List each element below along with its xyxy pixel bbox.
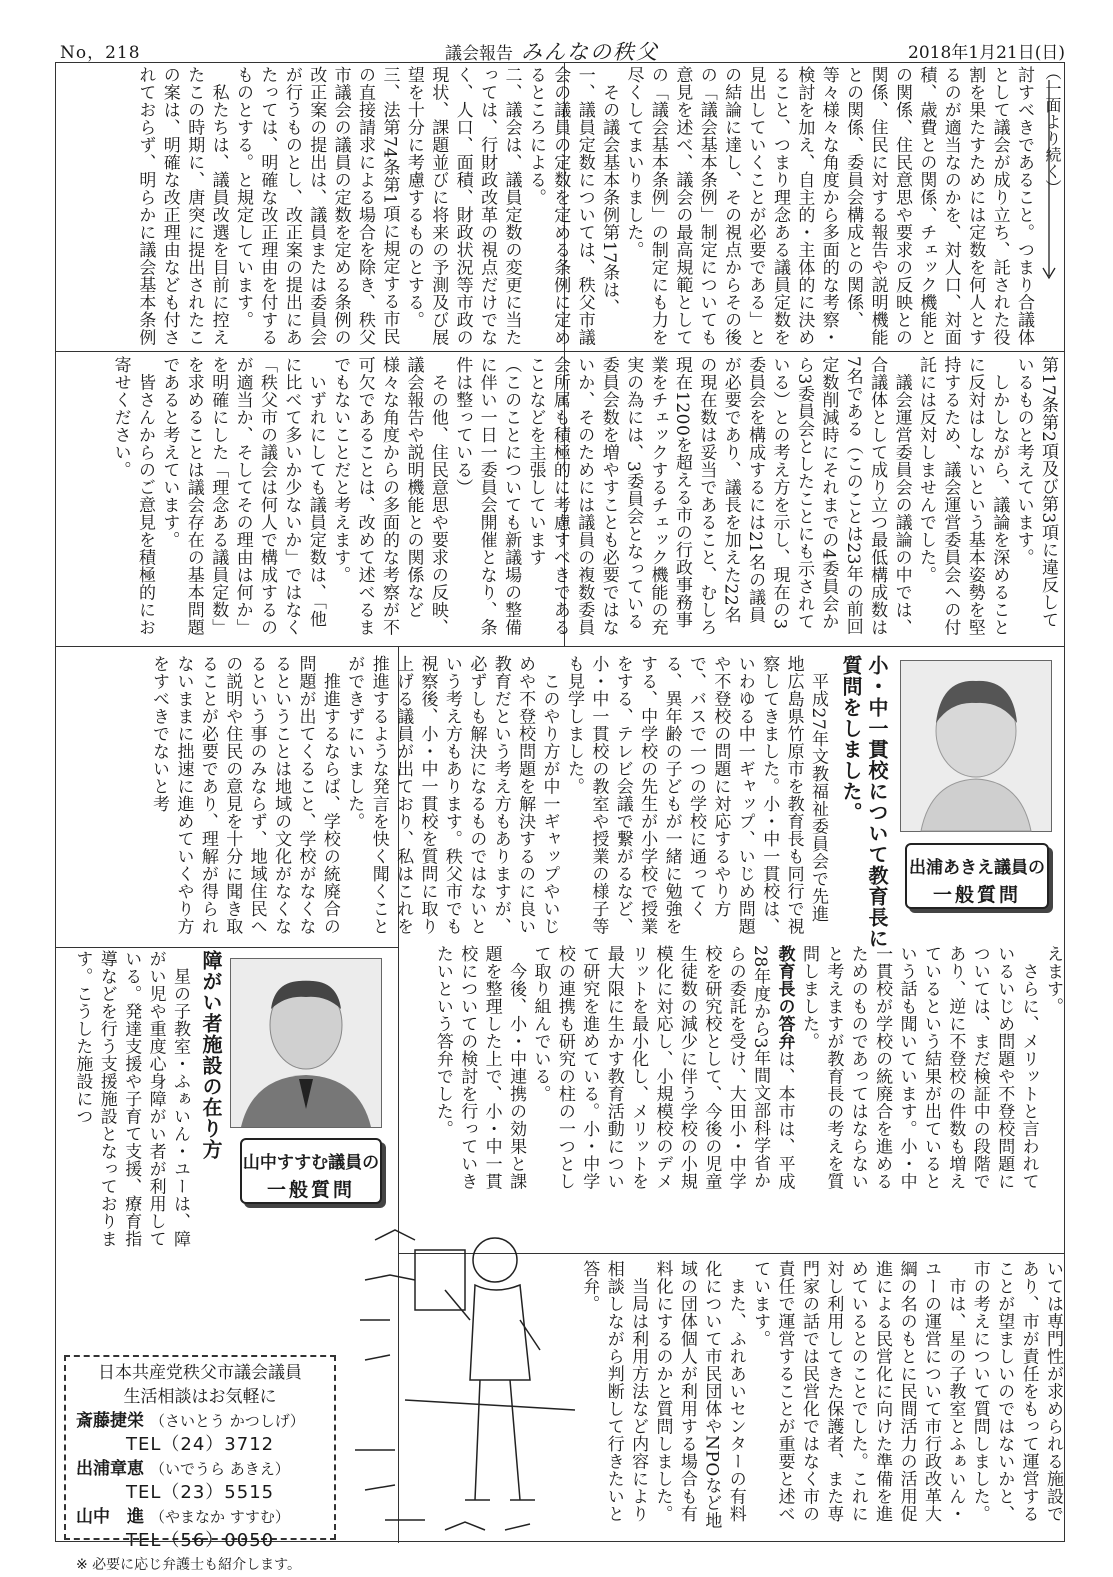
yamanaka-photo	[230, 958, 382, 1128]
member-reading: （やまなか すすむ）	[150, 1508, 290, 1526]
education-answer	[400, 945, 1065, 1195]
member-reading: （いでうら あきえ）	[150, 1460, 290, 1478]
education-answer-rest: は、本市は、平成28年度から3年間文部科学省からの委託を受け、大田小・中学校を研究校として、今後の児童生徒数の減少に伴う学校の小規模化に対応し、小規模校のデメリットを最小化し、メリットを最大限に生かす教育活動について研究を進めている。小・中学校の連携も研究の柱の一つとして取り組んでいる。 今後、小・中連携の効果と課題を整理した上で、小・中一貫校についての検討を行っていきたいという答弁でした。	[432, 945, 795, 1190]
issue-number: No，218	[60, 43, 141, 63]
education-heading: 小・中一貫校について教育長に質問をしました。	[839, 655, 889, 949]
education-body: 平成27年文教福祉委員会で先進地広島県竹原市を教育長も同行で視察してきました。小・中一貫校は、いわゆる中一ギャップ、いじめ問題や不登校の問題に対応するやり方で、バスで一つの学校に通ってくる、異年齢の子どもが一緒に勉強をする、中学校の先生が小学校で授業をする、テレビ会議で繋がるなど、小・中一貫校の教室や授業の様子等も見学しました。 このやり方が中一ギャップやいじめや不登校問題を解決するのに良い教育だという考え方もありますが、必ずしも解決になるものではないという考え方もあります。秩父市でも視察後、小・中一貫校を質問に取り上げる議員が出ており、私はこれを推進するような発言を快く聞くことができずにいました。 推進するならば、学校の統廃合の問題が出てくること、学校がなくなるということは地域の文化がなくなるという事のみならず、地域住民への説明や住民の意見を十分に聞き取ることが必要であり、理解が得られないままに拙速に進めていくやり方をすべきでないと考	[149, 655, 828, 935]
contact-box	[64, 1355, 336, 1573]
contact-member	[76, 1457, 324, 1481]
yamanaka-nameplate	[240, 1138, 382, 1204]
ideura-nameplate-line1: 出浦あきえ議員の	[909, 858, 1045, 878]
yamanaka-nameplate-line2: 一般質問	[266, 1179, 355, 1201]
disability-heading: 障がい者施設の在り方	[199, 950, 223, 1160]
member-tel: TEL（56）0050	[126, 1530, 275, 1551]
member-tel: TEL（24）3712	[126, 1434, 275, 1455]
answer-label: 教育長の答弁	[774, 945, 795, 1050]
page-header	[60, 36, 1065, 62]
contact-member	[76, 1505, 324, 1529]
article-body-b: 第17条第2項及び第3項に違反しているものと考えています。 しかしながら、議論を深めることに反対はしないという基本姿勢を堅持するため、議会運営委員会への付託には反対しませんでした。 議会運営委員会の議論の中では、合議体として成り立つ最低構成数は7名である（このことは23年の前回定数削減時にそれまでの4委員会から3委員会としたことにも示されている）との考え方を示し、現在の3委員会を構成するには21名の議員が必要であり、議長を加えた22名の現在数は妥当であること、むしろ現在1200を超える市の行政事務事業をチェックするチェック機能の充実の為には、3委員会となっている委員会数を増やすことも必要ではないか、そのためには議員の複数委員会所属も積極的に考慮すべきであることなどを主張しています （このことについても新議場の整備に伴い一日一委員会開催となり、条件は整っている） その他、住民意思や要求の反映、議会報告や説明機能との関係など様々な角度からの多面的な考察が不可欠であることは、改めて述べるまでもないことだと考えます。 いずれにしても議員定数は、「他に比べて多いか少ないか」ではなく「秩父市の議会は何人で構成するのが適当か、そしてその理由は何か」を明確にした「理念ある議員定数」を求めることは議会存在の基本問題であると考えています。 皆さんからのご意見を積極的にお寄せください。	[110, 356, 1058, 636]
divider-middle	[56, 646, 1064, 647]
issue-date: 2018年1月21日(日)	[908, 43, 1065, 63]
disability-body-b: いては専門性が求められる施設であり、市が責任をもって運営することが望ましいのではないかと、市の考えについて質問しました。 市は、星の子教室とふぁいん・ユーの運営について市行政改革大綱の名のもとに民間活力の活用促進による民営化に向けた準備を進めているとのことでした。これに対し利用してきた保護者、また専門家の話では民営化ではなく市の責任で運営することが重要と述べています。 また、ふれあいセンターの有料化について市民団体やNPOなど地域の団体個人が利用する場合も有料化にするのかと質問しました。 当局は利用方法など内容により相談しながら判断して行きたいと答弁。	[579, 1260, 1063, 1530]
divider-upper	[56, 351, 1064, 352]
divider-photo	[56, 947, 398, 948]
member-name: 斎藤捷栄	[76, 1411, 144, 1431]
member-name: 山中 進	[76, 1507, 144, 1527]
continued-note: （一面より続く）	[1043, 64, 1062, 196]
ideura-photo	[900, 660, 1052, 832]
contact-subtitle: 生活相談はお気軽に	[123, 1387, 277, 1407]
member-name: 出浦章恵	[76, 1459, 144, 1479]
ideura-nameplate-line2: 一般質問	[932, 884, 1021, 906]
wheelchair-illustration-icon	[345, 1200, 605, 1540]
contact-member	[76, 1409, 324, 1433]
yamanaka-nameplate-line1: 山中すすむ議員の	[242, 1153, 380, 1173]
arrow-icon	[1040, 80, 1058, 280]
article-body-a: 討すべきであること。つまり合議体として議会が成り立ち、託された役割を果たすためには定数を何人とするのが適当なのかを、対人口、対面積、歳費との関係、チェック機能との関係、住民意思や要求の反映との関係、住民に対する報告や説明機能との関係、委員会構成との関係、等々様々な角度から多面的な考察・検討を加え、自主的・主体的に決めること、つまり理念ある議員定数を見出していくことが必要である」との結論に達し、その視点からその後の「議会基本条例」制定についても意見を述べ、議会の最高規範としての「議会基本条例」の制定にも力を尽くしてまいりました。 その議会基本条例第17条は、一、議員定数については、秩父市議会の議員の定数を定める条例に定めるところによる。 二、議会は、議員定数の変更に当たっては、行財政改革の視点だけでなく、人口、面積、財政状況等市政の現状、課題並びに将来の予測及び展望を十分に考慮するものとする。 三、法第74条第1項に規定する市民の直接請求による場合を除き、秩父市議会の議員の定数を定める条例の改正案の提出は、議員または委員会が行うものとし、改正案の提出にあたっては、明確な改正理由を付するものとする。と規定しています。 私たちは、議員改選を目前に控えたこの時期に、唐突に提出されたこの案は、明確な改正理由なども付されておらず、明らかに議会基本条例	[135, 66, 1034, 346]
member-tel: TEL（23）5515	[126, 1482, 275, 1503]
title-sub: みんなの秩父	[521, 40, 659, 64]
contact-note: ※ 必要に応じ弁護士も紹介します。	[76, 1557, 302, 1573]
contact-title: 日本共産党秩父市議会議員	[98, 1363, 302, 1383]
ideura-nameplate	[905, 843, 1049, 909]
disability-body-a: 星の子教室・ふぁいん・ユーは、障がい児や重度心身障がい者が利用している。発達支援や子育て支援、療育指導などを行う支援施設となっております。こうした施設につ	[72, 950, 190, 1248]
education-answer-lead: えます。 さらに、メリットと言われているいじめ問題や不登校問題については、まだ検証中の段階であり、逆に不登校の件数も増えているという結果が出ているという話も聞いています。小・中一貫校が学校の統廃合を進めるためのものであってはならないと考えますが教育長の考えを質問しました。	[798, 945, 1063, 1190]
member-reading: （さいとう かつしげ）	[150, 1412, 305, 1430]
title-main: 議会報告	[445, 44, 513, 64]
